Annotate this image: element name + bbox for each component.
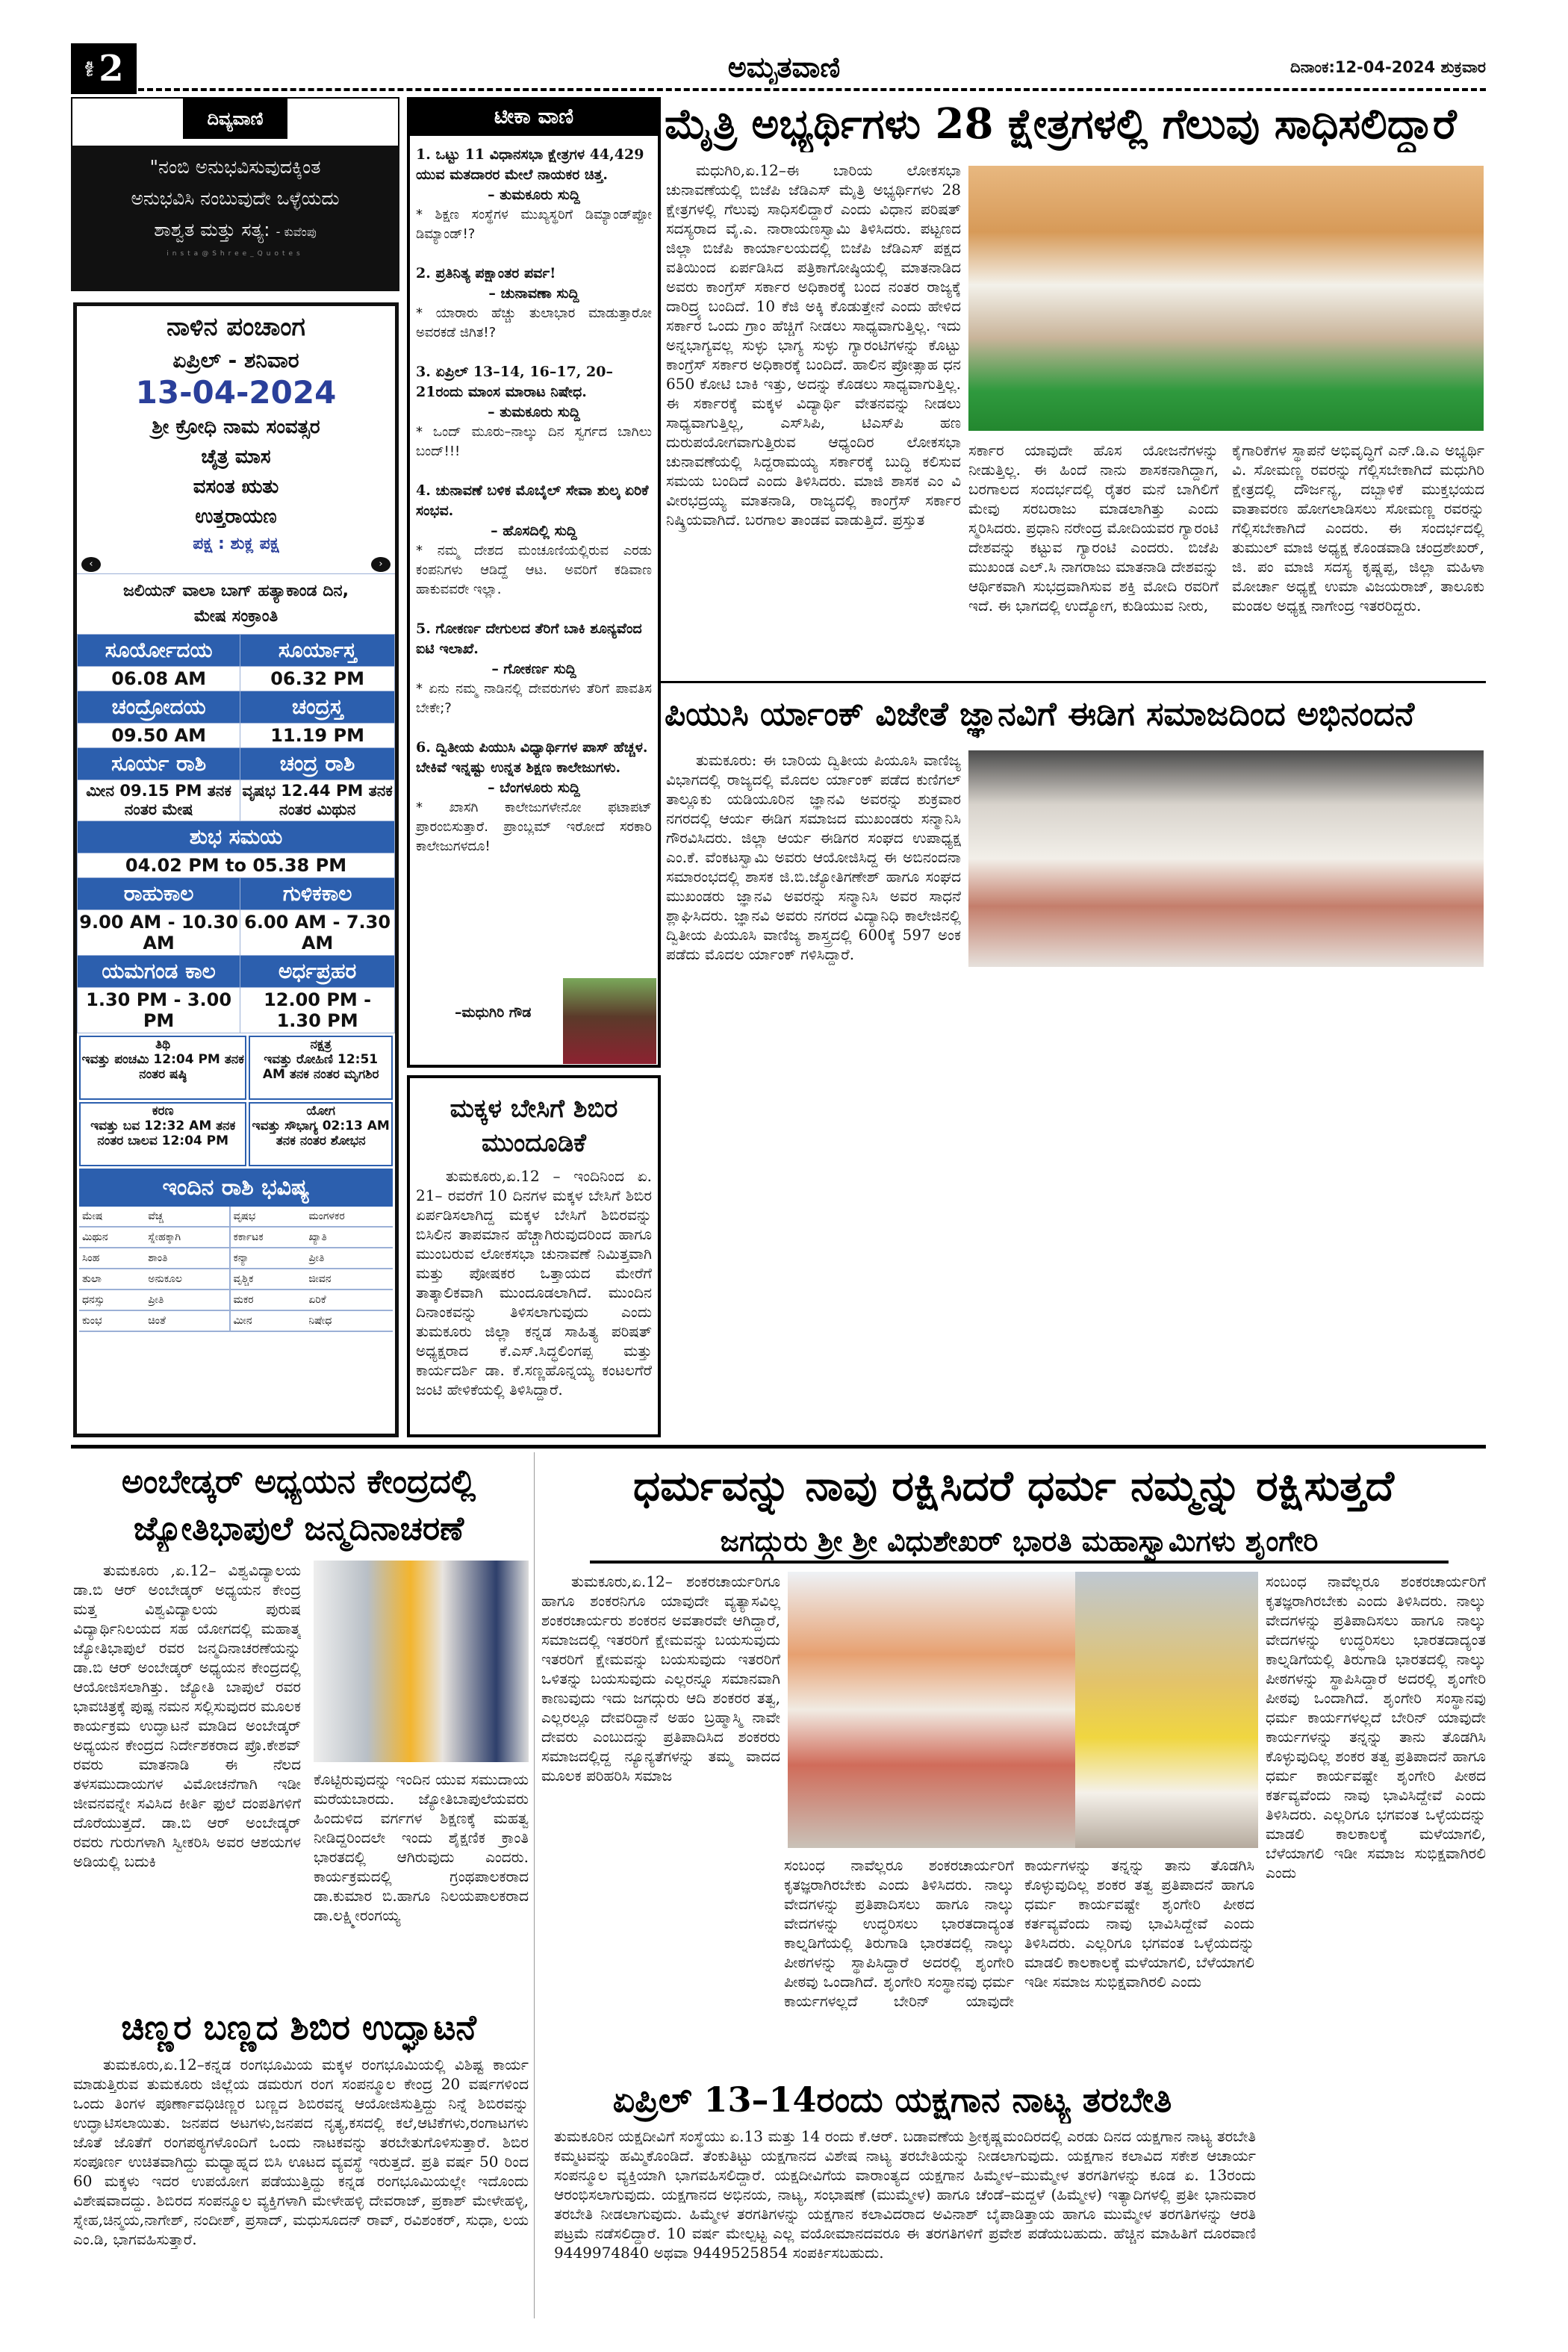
divyavani-box xyxy=(71,97,399,148)
ayana: ಉತ್ತರಾಯಣ xyxy=(195,505,277,528)
tika-source: – ತುಮಕೂರು ಸುದ್ದಿ xyxy=(488,404,580,420)
rashi-prediction: ವೆಚ್ಚ xyxy=(145,1207,229,1227)
quote-author: - ಕುವೆಂಪು xyxy=(276,225,317,239)
puc-photo xyxy=(968,750,1484,967)
tika-comment: * ಖಾಸಗಿ ಕಾಲೇಜುಗಳೇನೋ ಫಟಾಪಟ್ ಪ್ರಾರಂಬಿಸುತ್ತಾರೆ. ಪ್ರಾಂಬ್ಲಮ್ ಇರೋದೆ ಸರಕಾರಿ ಕಾಲೇಜುಗಳದೂ! xyxy=(416,800,652,854)
rashi-table xyxy=(79,1207,393,1332)
tika-comment: * ಶಿಕ್ಷಣ ಸಂಸ್ಥೆಗಳ ಮುಖ್ಯಸ್ಥರಿಗೆ ಡಿಮ್ಯಾಂಡ್‌ಪ್ಪೋ ಡಿಮ್ಯಾಂಡ್!? xyxy=(416,207,652,242)
surya-rashi-label: ಸೂರ್ಯ ರಾಶಿ xyxy=(78,748,240,780)
tika-comment: * ನಮ್ಮ ದೇಶದ ಮಂಚೂಣಿಯಲ್ಲಿರುವ ಎರಡು ಕಂಪನಿಗಳು ಆಡಿದ್ದೆ ಆಟ. ಅವರಿಗೆ ಕಡಿವಾಣ ಹಾಕುವವರೇ ಇಲ್ಲಾ. xyxy=(416,543,652,597)
gulika-label: ಗುಳಿಕಕಾಲ xyxy=(240,878,395,910)
shibira-box xyxy=(407,1075,661,1437)
issue-date: ದಿನಾಂಕ:12-04-2024 ಶುಕ್ರವಾರ xyxy=(1290,58,1486,76)
paksha: ಪಕ್ಷ : ಶುಕ್ಲ ಪಕ್ಷ xyxy=(193,535,279,553)
tika-headline: 4. ಚುನಾವಣೆ ಬಳಿಕ ಮೊಬೈಲ್ ಸೇವಾ ಶುಲ್ಕ ಏರಿಕೆ ಸಂಭವ. xyxy=(416,482,649,519)
rashi-sign: ಮಿಥುನ xyxy=(79,1227,145,1248)
yama-time: 1.30 PM - 3.00 PM xyxy=(78,988,240,1033)
chandra-rashi-label: ಚಂದ್ರ ರಾಶಿ xyxy=(240,748,395,780)
rashi-sign: ಮೀನ xyxy=(230,1310,306,1331)
moonrise-time: 09.50 AM xyxy=(78,724,240,748)
rashi-row xyxy=(79,1207,393,1227)
samvatsara: ಶ್ರೀ ಕ್ರೋಧಿ ನಾಮ ಸಂವತ್ಸರ xyxy=(152,416,320,438)
rashi-sign: ಧನಸ್ಸು xyxy=(79,1289,145,1310)
tithi-label: ತಿಥಿ xyxy=(155,1037,171,1052)
author-photo xyxy=(563,978,656,1064)
gulika-time: 6.00 AM - 7.30 AM xyxy=(240,910,395,956)
rashi-row xyxy=(79,1310,393,1331)
rashi-prediction: ಸ್ನೇಹಕ್ಕಾಗಿ xyxy=(145,1227,229,1248)
dharma-body-continued: ಸಂಬಂಧ ನಾವೆಲ್ಲರೂ ಶಂಕರಚಾರ್ಯರಿಗೆ ಕೃತಜ್ಞರಾಗಿರಬೇಕು ಎಂದು ತಿಳಿಸಿದರು. ನಾಲ್ಕು ವೇದಗಳನ್ನು ಪ್ರತಿಪಾದಿಸಲು ಹಾಗೂ ನಾಲ್ಕು ವೇದಗಳನ್ನು ಉದ್ಧರಿಸಲು ಭಾರತದಾದ್ಯಂತ ಕಾಲ್ನಡಿಗೆಯಲ್ಲಿ ತಿರುಗಾಡಿ ಭಾರತದಲ್ಲಿ ನಾಲ್ಕು ಪೀಠಗಳನ್ನು ಸ್ಥಾಪಿಸಿದ್ದಾರೆ ಅದರಲ್ಲಿ ಶೃಂಗೇರಿ ಪೀಠವು ಒಂದಾಗಿದೆ. ಶೃಂಗೇರಿ ಸಂಸ್ಥಾನವು ಧರ್ಮ ಕಾರ್ಯಗಳಲ್ಲದೆ ಬೇರಿನ್ ಯಾವುದೇ ಕಾರ್ಯಗಳನ್ನು ತನ್ನನ್ನು ತಾನು ತೊಡಗಿಸಿ ಕೊಳ್ಳುವುದಿಲ್ಲ ಶಂಕರ ತತ್ವ ಪ್ರತಿಪಾದನೆ ಹಾಗೂ ಧರ್ಮ ಕಾರ್ಯವಷ್ಟೇ ಶೃಂಗೇರಿ ಪೀಠದ ಕರ್ತವ್ಯವೆಂದು ನಾವು ಭಾವಿಸಿದ್ದೇವೆ ಎಂದು ತಿಳಿಸಿದರು. ಎಲ್ಲರಿಗೂ ಭಗವಂತ ಒಳ್ಳೆಯದನ್ನು ಮಾಡಲಿ ಕಾಲಕಾಲಕ್ಕೆ ಮಳೆಯಾಗಲಿ, ಬೆಳೆಯಾಗಲಿ ಇಡೀ ಸಮಾಜ ಸುಭಿಕ್ಷವಾಗಿರಲಿ ಎಂದು xyxy=(784,1856,1254,2010)
rashi-prediction: ಏರಿಕೆ xyxy=(305,1289,393,1310)
sunrise-label: ಸೂರ್ಯೋದಯ xyxy=(78,635,240,667)
rashi-row xyxy=(79,1227,393,1248)
tithi: ಇವತ್ತು ಪಂಚಮಿ 12:04 PM ತನಕ ನಂತರ ಷಷ್ಠಿ xyxy=(81,1052,244,1082)
tika-headline: 3. ಏಪ್ರಿಲ್ 13–14, 16–17, 20–21ರಂದು ಮಾಂಸ ಮಾರಾಟ ನಿಷೇಧ. xyxy=(416,364,613,400)
chinnara-headline: ಚಿಣ್ಣರ ಬಣ್ಣದ ಶಿಬಿರ ಉದ್ಘಾಟನೆ xyxy=(121,2007,476,2047)
yakshagana-body: ತುಮಕೂರಿನ ಯಕ್ಷದೀವಿಗೆ ಸಂಸ್ಥೆಯು ಏ.13 ಮತ್ತು 14 ರಂದು ಕೆ.ಆರ್. ಬಡಾವಣೆಯ ಶ್ರೀಕೃಷ್ಣಮಂದಿರದಲ್ಲಿ ಎರಡು ದಿನದ ಯಕ್ಷಗಾನ ನಾಟ್ಯ ತರಬೇತಿ ಕಮ್ಮಟವನ್ನು ಹಮ್ಮಿಕೊಂಡಿದೆ. ತೆಂಕುತಿಟ್ಟು ಯಕ್ಷಗಾನದ ವಿಶೇಷ ನಾಟ್ಯ ತರಬೇತಿಯನ್ನು ನೀಡಲಾಗುವುದು. ಯಕ್ಷಗಾನ ಕಲಾವಿದ ಸಕೇಶ ಆಚಾರ್ಯ ಸಂಪನ್ಮೂಲ ವ್ಯಕ್ತಿಯಾಗಿ ಭಾಗವಹಿಸಲಿದ್ದಾರೆ. ಯಕ್ಷದೀವಿಗೆಯ ವಾರಾಂತ್ಯದ ಯಕ್ಷಗಾನ ಹಿಮ್ಮೇಳ–ಮುಮ್ಮೇಳ ತರಗತಿಗಳನ್ನು ಕೂಡ ಏ. 13ರಂದು ಆರಂಭಿಸಲಾಗುವುದು. ಯಕ್ಷಗಾನದ ಅಭಿನಯ, ನಾಟ್ಯ, ಸಂಭಾಷಣೆ (ಮುಮ್ಮೇಳ) ಹಾಗೂ ಚೆಂಡೆ–ಮದ್ದಳೆ (ಹಿಮ್ಮೇಳ) ಇತ್ಯಾದಿಗಳಲ್ಲಿ ಪ್ರತೀ ಭಾನುವಾರ ತರಬೇತಿ ನೀಡಲಾಗುವುದು. ಹಿಮ್ಮೇಳ ತರಗತಿಗಳನ್ನು ಯಕ್ಷಗಾನ ಕಲಾವಿದರಾದ ಅವಿನಾಶ್ ಬೈಪಾಡಿತ್ತಾಯ ಹಾಗೂ ಮುಮ್ಮೇಳ ತರಗತಿಗಳನ್ನು ಆರತಿ ಪಟ್ರಮೆ ನಡೆಸಲಿದ್ದಾರೆ. 10 ವರ್ಷ ಮೇಲ್ಪಟ್ಟ ಎಲ್ಲ ವಯೋಮಾನದವರೂ ಈ ತರಗತಿಗಳಿಗೆ ಪ್ರವೇಶ ಪಡೆಯಬಹುದು. ಹೆಚ್ಚಿನ ಮಾಹಿತಿಗೆ ದೂರವಾಣಿ 9449974840 ಅಥವಾ 9449525854 ಸಂಪರ್ಕಿಸಬಹುದು. xyxy=(554,2127,1256,2262)
rashi-sign: ಕನ್ಯಾ xyxy=(230,1248,306,1269)
panchang-box xyxy=(73,302,399,1437)
tika-vani-title: ಟೀಕಾ ವಾಣಿ xyxy=(407,97,661,136)
rashi-title: ಇಂದಿನ ರಾಶಿ ಭವಿಷ್ಯ xyxy=(79,1169,393,1207)
tika-source: – ಚುನಾವಣಾ ಸುದ್ದಿ xyxy=(488,285,579,302)
tika-headline: 1. ಒಟ್ಟು 11 ವಿಧಾನಸಭಾ ಕ್ಷೇತ್ರಗಳ 44,429 ಯುವ ಮತದಾರರ ಮೇಲೆ ನಾಯಕರ ಚಿತ್ತ. xyxy=(416,146,644,183)
surya-rashi: ಮೀನ 09.15 PM ತನಕ ನಂತರ ಮೇಷ xyxy=(78,780,240,821)
rashi-sign: ಮೇಷ xyxy=(79,1207,145,1227)
tika-item xyxy=(416,264,652,343)
moonrise-label: ಚಂದ್ರೋದಯ xyxy=(78,691,240,724)
dharma-headline: ಧರ್ಮವನ್ನು ನಾವು ರಕ್ಷಿಸಿದರೆ ಧರ್ಮ ನಮ್ಮನ್ನು ರಕ್ಷಿಸುತ್ತದೆ xyxy=(632,1461,1395,1511)
puc-headline: ಪಿಯುಸಿ ರ್ಯಾಂಕ್ ವಿಜೇತೆ ಜ್ಞಾನವಿಗೆ ಈಡಿಗ ಸಮಾಜದಿಂದ ಅಭಿನಂದನೆ xyxy=(665,695,1415,733)
quote-line: "ನಂಬಿ ಅನುಭವಿಸುವುದಕ್ಕಿಂತ xyxy=(149,156,321,178)
nakshatra: ಇವತ್ತು ರೋಹಿಣಿ 12:51 AM ತನಕ ನಂತರ ಮೃಗಶಿರ xyxy=(262,1052,379,1082)
quote-line: ಅನುಭವಿಸಿ ನಂಬುವುದೇ ಒಳ್ಳೆಯದು xyxy=(131,187,340,209)
ambedkar-body-col1: ತುಮಕೂರು ,ಏ.12– ವಿಶ್ವವಿದ್ಯಾಲಯ ಡಾ.ಬಿ ಆರ್ ಅಂಬೇಡ್ಕರ್ ಅಧ್ಯಯನ ಕೇಂದ್ರ ಮತ್ತ ವಿಶ್ವವಿದ್ಯಾಲಯ ಪುರುಷ ವಿದ್ಯಾರ್ಥಿನಿಲಯದ ಸಹ ಯೋಗದಲ್ಲಿ ಮಹಾತ್ಮ ಜ್ಯೋತಿಭಾಪುಲೆ ರವರ ಜನ್ಮದಿನಾಚರಣೆಯನ್ನು ಡಾ.ಬಿ ಆರ್ ಅಂಬೇಡ್ಕರ್ ಅಧ್ಯಯನ ಕೇಂದ್ರದಲ್ಲಿ ಆಯೋಜಿಸಲಾಗಿತ್ತು. ಜ್ಯೋತಿ ಬಾಪುಲೆ ರವರ ಭಾವಚಿತ್ರಕ್ಕೆ ಪುಷ್ಪ ನಮನ ಸಲ್ಲಿಸುವುದರ ಮೂಲಕ ಕಾರ್ಯಕ್ರಮ ಉದ್ಘಾಟನೆ ಮಾಡಿದ ಅಂಬೇಡ್ಕರ್ ಅಧ್ಯಯನ ಕೇಂದ್ರದ ನಿರ್ದೇಶಕರಾದ ಪ್ರೊ.ಕೇಶವ್ ರವರು ಮಾತನಾಡಿ ಈ ನೆಲದ ತಳಸಮುದಾಯಗಳ ವಿಮೋಚನೆಗಾಗಿ ಇಡೀ ಜೀವನವನ್ನೇ ಸವಿಸಿದ ಕೀರ್ತಿ ಫುಲೆ ದಂಪತಿಗಳಿಗೆ ದೊರೆಯುತ್ತದೆ. ಡಾ.ಬಿ ಆರ್ ಅಂಬೇಡ್ಕರ್ ರವರು ಗುರುಗಳಾಗಿ ಸ್ವೀಕರಿಸಿ ಅವರ ಆಶಯಗಳ ಅಡಿಯಲ್ಲಿ ಬದುಕಿ xyxy=(73,1561,301,1870)
dharma-body-col1: ತುಮಕೂರು,ಏ.12– ಶಂಕರಚಾರ್ಯರಿಗೂ ಹಾಗೂ ಶಂಕರನಿಗೂ ಯಾವುದೇ ವ್ಯತ್ಯಾಸವಿಲ್ಲ ಶಂಕರಚಾರ್ಯರು ಶಂಕರನ ಅವತಾರವೇ ಆಗಿದ್ದಾರೆ, ಸಮಾಜದಲ್ಲಿ ಇತರರಿಗೆ ಕ್ಷೇಮವನ್ನು ಬಯಸುವುದು ಇತರರಿಗೆ ಕ್ಷೇಮವನ್ನು ಬಯಸುವುದು ಇತರರಿಗೆ ಒಳಿತನ್ನು ಬಯಸುವುದು ಎಲ್ಲರನ್ನೂ ಸಮಾನವಾಗಿ ಕಾಣುವುದು ಇದು ಜಗದ್ಗುರು ಆದಿ ಶಂಕರರ ತತ್ವ, ಎಲ್ಲರಲ್ಲೂ ದೇವರಿದ್ದಾನೆ ಅಹಂ ಬ್ರಹ್ಮಾಸ್ಮಿ ನಾವೇ ದೇವರು ಎಂಬುದನ್ನು ಪ್ರತಿಪಾದಿಸಿದ ಶಂಕರರು ಸಮಾಜದಲ್ಲಿದ್ದ ನ್ಯೂನ್ಯತೆಗಳನ್ನು ತಮ್ಮ ವಾದದ ಮೂಲಕ ಪರಿಹರಿಸಿ ಸಮಾಜ xyxy=(541,1572,780,1785)
masthead: ಅಮೃತವಾಣಿ xyxy=(727,51,841,84)
nakshatra-label: ನಕ್ಷತ್ರ xyxy=(310,1037,332,1052)
rashi-sign: ಮಕರ xyxy=(230,1289,306,1310)
rashi-sign: ಸಿಂಹ xyxy=(79,1248,145,1269)
chinnara-body: ತುಮಕೂರು,ಏ.12–ಕನ್ನಡ ರಂಗಭೂಮಿಯ ಮಕ್ಕಳ ರಂಗಭೂಮಿಯಲ್ಲಿ ವಿಶಿಷ್ಟ ಕಾರ್ಯ ಮಾಡುತ್ತಿರುವ ತುಮಕೂರು ಜಿಲ್ಲೆಯ ಡಮರುಗ ರಂಗ ಸಂಪನ್ಮೂಲ ಕೇಂದ್ರ 20 ವರ್ಷಗಳಿಂದ ಒಂದು ತಿಂಗಳ ಪೂರ್ಣಾವಧಿಚಿಣ್ಣರ ಬಣ್ಣದ ಶಿಬಿರವನ್ನ ಆಯೋಜಿಸುತ್ತಿದ್ದು ನಿನ್ನೆ ಶಿಬಿರವನ್ನು ಉದ್ಘಾಟಿಸಲಾಯಿತು. ಜನಪದ ಅಟಗಳು,ಜನಪದ ನೃತ್ಯ,ಕಸದಲ್ಲಿ ಕಲೆ,ಆಟಿಕೆಗಳು,ರಂಗಾಟಗಳು ಜೊತೆ ಜೊತೆಗೆ ರಂಗಪಠ್ಯಗಳೊಂದಿಗೆ ಒಂದು ನಾಟಕವನ್ನು ತರಬೇತುಗೊಳಿಸುತ್ತಾರೆ. ಶಿಬಿರ ಸಂಪೂರ್ಣ ಉಚಿತವಾಗಿದ್ದು ಮಧ್ಯಾಹ್ನದ ಬಿಸಿ ಊಟದ ವ್ಯವಸ್ಥೆ ಇರುತ್ತದೆ. ಪ್ರತಿ ವರ್ಷ 50 ರಿಂದ 60 ಮಕ್ಕಳು ಇದರ ಉಪಯೋಗ ಪಡೆಯುತ್ತಿದ್ದು ಕನ್ನಡ ರಂಗಭೂಮಿಯಲ್ಲೇ ಇದೊಂದು ವಿಶೇಷವಾದದ್ದು. ಶಿಬಿರದ ಸಂಪನ್ಮೂಲ ವ್ಯಕ್ತಿಗಳಾಗಿ ಮೇಳೇಹಳ್ಳಿ ದೇವರಾಜ್, ಪ್ರಕಾಶ್ ಮೇಳೇಹಳ್ಳಿ, ಸ್ನೇಹ,ಚಿನ್ಮಯ,ನಾಗೇಶ್, ನಂದೀಶ್, ಪ್ರಸಾದ್, ಮಧುಸೂದನ್ ರಾವ್, ರವಿಶಂಕರ್, ಸುಧಾ, ಲಯ ಎಂ.ಡಿ, ಭಾಗವಹಿಸುತ್ತಾರೆ. xyxy=(73,2056,529,2248)
page-label: ಪುಟ xyxy=(84,60,96,77)
ambedkar-body-col2: ಕೊಟ್ಟಿರುವುದನ್ನು ಇಂದಿನ ಯುವ ಸಮುದಾಯ ಮರೆಯಬಾರದು. ಜ್ಯೋತಿಬಾಪುಲೆಯವರು ಹಿಂದುಳಿದ ವರ್ಗಗಳ ಶಿಕ್ಷಣಕ್ಕೆ ಮಹತ್ವ ನೀಡಿದ್ದರಿಂದಲೇ ಇಂದು ಶೈಕ್ಷಣಿಕ ಕ್ರಾಂತಿ ಭಾರತದಲ್ಲಿ ಆಗಿರುವುದು ಎಂದರು. ಕಾರ್ಯಕ್ರಮದಲ್ಲಿ ಗ್ರಂಥಪಾಲಕರಾದ ಡಾ.ಕುಮಾರ ಬಿ.ಹಾಗೂ ನಿಲಯಪಾಲಕರಾದ ಡಾ.ಲಕ್ಷ್ಮೀರಂಗಯ್ಯ xyxy=(314,1770,529,1924)
prev-arrow-icon[interactable]: ‹ xyxy=(81,557,101,572)
rashi-sign: ವೃಶ್ಚಿಕ xyxy=(230,1269,306,1289)
moonset-label: ಚಂದ್ರಸ್ತ xyxy=(240,691,395,724)
tika-headline: 6. ದ್ವಿತೀಯ ಪಿಯುಸಿ ವಿಧ್ಯಾರ್ಥಿಗಳ ಪಾಸ್ ಹೆಚ್ಚಳ. ಬೇಕಿವೆ ಇನ್ನಷ್ಟು ಉನ್ನತ ಶಿಕ್ಷಣ ಕಾಲೇಜುಗಳು. xyxy=(416,739,648,776)
lead-body-col3: ಕೈಗಾರಿಕೆಗಳ ಸ್ಥಾಪನೆ ಅಭಿವೃದ್ಧಿಗೆ ಎನ್.ಡಿ.ಎ ಅಭ್ಯರ್ಥಿ ವಿ. ಸೋಮಣ್ಣ ರವರನ್ನು ಗೆಲ್ಲಿಸಬೇಕಾಗಿದೆ ಮಧುಗಿರಿ ಕ್ಷೇತ್ರದಲ್ಲಿ ದೌರ್ಜನ್ಯ, ದಬ್ಬಾಳಿಕೆ ಮುಕ್ತಭಯದ ವಾತಾವರಣ ಹೋಗಲಾಡಿಸಲು ಸೋಮಣ್ಣ ರವರನ್ನು ಗೆಲ್ಲಿಸಬೇಕಾಗಿದೆ ಎಂದರು. ಈ ಸಂದರ್ಭದಲ್ಲಿ ತುಮುಲ್ ಮಾಜಿ ಅಧ್ಯಕ್ಷ ಕೊಂಡವಾಡಿ ಚಂದ್ರಶೇಖರ್, ಜಿ. ಪಂ ಮಾಜಿ ಸದಸ್ಯ ಕೃಷ್ಣಪ್ಪ, ಜಿಲ್ಲಾ ಮಹಿಳಾ ಮೋರ್ಚಾ ಅಧ್ಯಕ್ಷೆ ಉಮಾ ವಿಜಯರಾಜ್, ತಾಲೂಕು ಮಂಡಲ ಅಧ್ಯಕ್ಷ ನಾಗೇಂದ್ರ ಇತರರಿದ್ದರು. xyxy=(1232,441,1484,615)
next-arrow-icon[interactable]: › xyxy=(371,557,391,572)
quote-card xyxy=(71,146,399,291)
ambedkar-headline-2: ಜ್ಯೋತಿಭಾಪುಲೆ ಜನ್ಮದಿನಾಚರಣೆ xyxy=(133,1510,464,1548)
tika-source: – ಬೆಂಗಳೂರು ಸುದ್ದಿ xyxy=(488,780,580,796)
tika-vani-box xyxy=(407,97,661,1068)
dharma-body-col2 xyxy=(784,1855,1254,2072)
yakshagana-headline: ಏಪ್ರಿಲ್ 13–14ರಂದು ಯಕ್ಷಗಾನ ನಾಟ್ಯ ತರಬೇತಿ xyxy=(612,2079,1172,2120)
rashi-sign: ಕರ್ಕಾಟಕ xyxy=(230,1227,306,1248)
tika-item xyxy=(416,738,652,856)
tika-source: – ತುಮಕೂರು ಸುದ್ದಿ xyxy=(488,187,580,203)
shibira-headline: ಮಕ್ಕಳ ಬೇಸಿಗೆ ಶಿಬಿರ ಮುಂದೂಡಿಕೆ xyxy=(449,1094,618,1158)
rashi-prediction: ಪ್ರೀತಿ xyxy=(145,1289,229,1310)
quote-line: ಶಾಶ್ವತ ಮತ್ತು ಸತ್ಯ: xyxy=(154,219,270,240)
rashi-prediction: ಜೀವನ xyxy=(305,1269,393,1289)
karana: ಇವತ್ತು ಬವ 12:32 AM ತನಕ ನಂತರ ಬಾಲವ 12:04 PM xyxy=(90,1119,236,1148)
lead-headline: ಮೈತ್ರಿ ಅಭ್ಯರ್ಥಿಗಳು 28 ಕ್ಷೇತ್ರಗಳಲ್ಲಿ ಗೆಲುವು ಸಾಧಿಸಲಿದ್ದಾರೆ xyxy=(665,99,1457,149)
page-number-box xyxy=(71,43,137,94)
ambedkar-headline-1: ಅಂಬೇಡ್ಕರ್ ಅಧ್ಯಯನ ಕೇಂದ್ರದಲ್ಲಿ xyxy=(121,1463,476,1501)
karana-label: ಕರಣ xyxy=(152,1104,174,1119)
rashi-prediction: ಮಂಗಳಕರ xyxy=(305,1207,393,1227)
panchang-title: ನಾಳಿನ ಪಂಚಾಂಗ xyxy=(167,312,305,342)
sringeri-photo-1 xyxy=(788,1572,1075,1848)
ambedkar-photo xyxy=(314,1561,529,1762)
shubha-time: 04.02 PM to 05.38 PM xyxy=(78,853,395,878)
tika-comment: * ಯಾರಾರು ಹೆಚ್ಚು ತುಲಾಭಾರ ಮಾಡುತ್ತಾರೋ ಅವರಕಡೆ ಜಿಗಿತ!? xyxy=(416,305,652,340)
panchang-date: 13-04-2024 xyxy=(135,374,337,411)
shibira-body: ತುಮಕೂರು,ಏ.12 – ಇಂದಿನಿಂದ ಏ. 21– ರವರೆಗೆ 10 ದಿನಗಳ ಮಕ್ಕಳ ಬೇಸಿಗೆ ಶಿಬಿರ ಏರ್ಪಡಿಸಲಾಗಿದ್ದ ಮಕ್ಕಳ ಬೇಸಿಗೆ ಶಿಬಿರವನ್ನು ಬಿಸಿಲಿನ ತಾಪಮಾನ ಹೆಚ್ಚಾಗಿರುವುದರಿಂದ ಹಾಗೂ ಮುಂಬರುವ ಲೋಕಸಭಾ ಚುನಾವಣೆ ನಿಮಿತ್ತವಾಗಿ ಮತ್ತು ಪೋಷಕರ ಒತ್ತಾಯದ ಮೇರೆಗೆ ತಾತ್ಕಾಲಿಕವಾಗಿ ಮುಂದೂಡಲಾಗಿದೆ. ಮುಂದಿನ ದಿನಾಂಕವನ್ನು ತಿಳಿಸಲಾಗುವುದು ಎಂದು ತುಮಕೂರು ಜಿಲ್ಲಾ ಕನ್ನಡ ಸಾಹಿತ್ಯ ಪರಿಷತ್ ಅಧ್ಯಕ್ಷರಾದ ಕೆ.ಎಸ್.ಸಿದ್ಧಲಿಂಗಪ್ಪ ಮತ್ತು ಕಾರ್ಯದರ್ಶಿ ಡಾ. ಕೆ.ಸಣ್ಣಹೊನ್ನಯ್ಯ ಕಂಟಲಗೆರೆ ಜಂಟಿ ಹೇಳಿಕೆಯಲ್ಲಿ ತಿಳಿಸಿದ್ದಾರೆ. xyxy=(416,1167,652,1399)
yoga: ಇವತ್ತು ಸೌಭಾಗ್ಯ 02:13 AM ತನಕ ನಂತರ ಶೋಭನ xyxy=(252,1119,390,1148)
rashi-prediction: ನಿಷೇಧ xyxy=(305,1310,393,1331)
rashi-prediction: ಶಾಂತಿ xyxy=(145,1248,229,1269)
sringeri-photo-2 xyxy=(1075,1572,1258,1848)
rashi-sign: ತುಲಾ xyxy=(79,1269,145,1289)
dharma-subheadline: ಜಗದ್ಗುರು ಶ್ರೀ ಶ್ರೀ ವಿಧುಶೇಖರ್ ಭಾರತಿ ಮಹಾಸ್ವಾಮಿಗಳು ಶೃಂಗೇರಿ xyxy=(590,1522,1449,1564)
panchang-timings xyxy=(77,634,395,1033)
quote-credit: insta@Shree_Quotes xyxy=(167,250,304,258)
special-day: ಜಲಿಯನ್ ವಾಲಾ ಬಾಗ್ ಹತ್ಯಾಕಾಂಡ ದಿನ, ಮೇಷ ಸಂಕ್ರಾಂತಿ xyxy=(77,573,395,634)
rutu: ವಸಂತ ಋತು xyxy=(193,476,279,498)
tika-author: –ಮಧುಗಿರಿ ಗೌಡ xyxy=(455,1004,532,1021)
rashi-prediction: ಖ್ಯಾತಿ xyxy=(305,1227,393,1248)
sunrise-time: 06.08 AM xyxy=(78,667,240,691)
vertical-divider xyxy=(534,1452,535,2318)
lead-body-col1: ಮಧುಗಿರಿ,ಏ.12–ಈ ಬಾರಿಯ ಲೋಕಸಭಾ ಚುನಾವಣೆಯಲ್ಲಿ ಬಿಜೆಪಿ ಜೆಡಿಎಸ್ ಮೈತ್ರಿ ಅಭ್ಯರ್ಥಿಗಳು 28 ಕ್ಷೇತ್ರಗಳಲ್ಲಿ ಗೆಲುವು ಸಾಧಿಸಲಿದ್ದಾರೆ ಎಂದು ವಿಧಾನ ಪರಿಷತ್ ಸದಸ್ಯರಾದ ವೈ.ಎ. ನಾರಾಯಣಸ್ವಾಮಿ ತಿಳಿಸಿದರು. ಪಟ್ಟಣದ ಜಿಲ್ಲಾ ಬಿಜೆಪಿ ಕಾರ್ಯಾಲಯದಲ್ಲಿ ಬಿಜೆಪಿ ಜೆಡಿಎಸ್ ಪಕ್ಷದ ವತಿಯಿಂದ ಏರ್ಪಡಿಸಿದ ಪತ್ರಿಕಾಗೋಷ್ಠಿಯಲ್ಲಿ ಮಾತನಾಡಿದ ಅವರು ಕಾಂಗ್ರೆಸ್ ಸರ್ಕಾರ ಅಧಿಕಾರಕ್ಕೆ ಬಂದ ನಂತರ ರಾಜ್ಯಕ್ಕೆ ದಾರಿದ್ರ್ಯ ಬಂದಿದೆ. 10 ಕೆಜಿ ಅಕ್ಕಿ ಕೊಡುತ್ತೇನೆ ಎಂದು ಹೇಳಿದ ಸರ್ಕಾರ ಒಂದು ಗ್ರಾಂ ಹೆಚ್ಚಿಗೆ ನೀಡಲು ಸಾಧ್ಯವಾಗುತ್ತಿಲ್ಲ. ಇದು ಅನ್ನಭಾಗ್ಯವಲ್ಲ ಸುಳ್ಳು ಭಾಗ್ಯ ಸುಳ್ಳು ಗ್ಯಾರಂಟಿಗಳನ್ನು ಕೊಟ್ಟು ಕಾಂಗ್ರೆಸ್ ಸರ್ಕಾರ ಅಧಿಕಾರಕ್ಕೆ ಬಂದಿದೆ. ಹಾಲಿನ ಪ್ರೋತ್ಸಾಹ ಧನ 650 ಕೋಟಿ ಬಾಕಿ ಇತ್ತು, ಅದನ್ನು ಕೊಡಲು ಸಾಧ್ಯವಾಗುತ್ತಿಲ್ಲ. ಈ ಸರ್ಕಾರಕ್ಕೆ ಮಕ್ಕಳ ವಿದ್ಯಾರ್ಥಿ ವೇತನವನ್ನು ನೀಡಲು ಸಾಧ್ಯವಾಗುತ್ತಿಲ್ಲ, ಎಸ್‌ಸಿಪಿ, ಟಿಎಸ್‌ಪಿ ಹಣ ದುರುಪಯೋಗವಾಗುತ್ತಿರುವ ಆಧ್ಯಂದಿರ ಲೋಕಸಭಾ ಚುನಾವಣೆಯಲ್ಲಿ ಸಿದ್ದರಾಮಯ್ಯ ಸರ್ಕಾರಕ್ಕೆ ಬುದ್ಧಿ ಕಲಿಸುವ ಸಮಯ ಬಂದಿದೆ ಎಂದು ತಿಳಿಸಿದರು. ಮಾಜಿ ಶಾಸಕ ಎಂ ವಿ ವೀರಭದ್ರಯ್ಯ ಮಾತನಾಡಿ, ರಾಜ್ಯದಲ್ಲಿ ಕಾಂಗ್ರೆಸ್ ಸರ್ಕಾರ ನಿಷ್ಕ್ರಿಯವಾಗಿದೆ. ಬರಗಾಲ ತಾಂಡವ ವಾಡುತ್ತಿದೆ. ಪ್ರಸ್ತುತ xyxy=(666,161,961,529)
header-divider xyxy=(138,88,1486,91)
sunset-label: ಸೂರ್ಯಾಸ್ತ xyxy=(240,635,395,667)
rashi-prediction: ಚಿಂತೆ xyxy=(145,1310,229,1331)
chandra-rashi: ವೃಷಭ 12.44 PM ತನಕ ನಂತರ ಮಿಥುನ xyxy=(240,780,395,821)
masa: ಚೈತ್ರ ಮಾಸ xyxy=(201,446,271,468)
ardha-label: ಅರ್ಧಪ್ರಹರ xyxy=(240,956,395,988)
sunset-time: 06.32 PM xyxy=(240,667,395,691)
rashi-sign: ಕುಂಭ xyxy=(79,1310,145,1331)
rashi-prediction: ಅನುಕೂಲ xyxy=(145,1269,229,1289)
tika-source: – ಗೋಕರ್ಣ ಸುದ್ದಿ xyxy=(491,661,576,677)
bottom-divider xyxy=(71,1445,1486,1449)
rashi-row xyxy=(79,1269,393,1289)
rashi-row xyxy=(79,1248,393,1269)
page-number: 2 xyxy=(99,48,124,90)
tika-source: – ಹೊಸದಿಲ್ಲಿ ಸುದ್ದಿ xyxy=(491,523,577,539)
divyavani-title: ದಿವ್ಯವಾಣಿ xyxy=(183,99,287,139)
dharma-body-right: ಸಂಬಂಧ ನಾವೆಲ್ಲರೂ ಶಂಕರಚಾರ್ಯರಿಗೆ ಕೃತಜ್ಞರಾಗಿರಬೇಕು ಎಂದು ತಿಳಿಸಿದರು. ನಾಲ್ಕು ವೇದಗಳನ್ನು ಪ್ರತಿಪಾದಿಸಲು ಹಾಗೂ ನಾಲ್ಕು ವೇದಗಳನ್ನು ಉದ್ಧರಿಸಲು ಭಾರತದಾದ್ಯಂತ ಕಾಲ್ನಡಿಗೆಯಲ್ಲಿ ತಿರುಗಾಡಿ ಭಾರತದಲ್ಲಿ ನಾಲ್ಕು ಪೀಠಗಳನ್ನು ಸ್ಥಾಪಿಸಿದ್ದಾರೆ ಅದರಲ್ಲಿ ಶೃಂಗೇರಿ ಪೀಠವು ಒಂದಾಗಿದೆ. ಶೃಂಗೇರಿ ಸಂಸ್ಥಾನವು ಧರ್ಮ ಕಾರ್ಯಗಳಲ್ಲದೆ ಬೇರಿನ್ ಯಾವುದೇ ಕಾರ್ಯಗಳನ್ನು ತನ್ನನ್ನು ತಾನು ತೊಡಗಿಸಿ ಕೊಳ್ಳುವುದಿಲ್ಲ ಶಂಕರ ತತ್ವ ಪ್ರತಿಪಾದನೆ ಹಾಗೂ ಧರ್ಮ ಕಾರ್ಯವಷ್ಟೇ ಶೃಂಗೇರಿ ಪೀಠದ ಕರ್ತವ್ಯವೆಂದು ನಾವು ಭಾವಿಸಿದ್ದೇವೆ ಎಂದು ತಿಳಿಸಿದರು. ಎಲ್ಲರಿಗೂ ಭಗವಂತ ಒಳ್ಳೆಯದನ್ನು ಮಾಡಲಿ ಕಾಲಕಾಲಕ್ಕೆ ಮಳೆಯಾಗಲಿ, ಬೆಳೆಯಾಗಲಿ ಇಡೀ ಸಮಾಜ ಸುಭಿಕ್ಷವಾಗಿರಲಿ ಎಂದು xyxy=(1266,1572,1486,1882)
rashi-sign: ವೃಷಭ xyxy=(230,1207,306,1227)
tika-item xyxy=(416,145,652,244)
moonset-time: 11.19 PM xyxy=(240,724,395,748)
tika-headline: 2. ಪ್ರತಿನಿತ್ಯ ಪಕ್ಷಾಂತರ ಪರ್ವ! xyxy=(416,265,556,281)
puc-divider xyxy=(661,681,1486,683)
puc-body: ತುಮಕೂರು: ಈ ಬಾರಿಯ ದ್ವಿತೀಯ ಪಿಯೂಸಿ ವಾಣಿಜ್ಯ ವಿಭಾಗದಲ್ಲಿ ರಾಜ್ಯದಲ್ಲಿ ಮೊದಲ ರ್ಯಾಂಕ್ ಪಡೆದ ಕುಣಿಗಲ್ ತಾಲ್ಲೂಕು ಯಡಿಯೂರಿನ ಜ್ಞಾನವಿ ಅವರನ್ನು ಶುಕ್ರವಾರ ನಗರದಲ್ಲಿ ಆರ್ಯ ಈಡಿಗ ಸಮಾಜದ ಮುಖಂಡರು ಸನ್ಮಾನಿಸಿ ಗೌರವಿಸಿದರು. ಜಿಲ್ಲಾ ಆರ್ಯ ಈಡಿಗರ ಸಂಘದ ಉಪಾಧ್ಯಕ್ಷ ಎಂ.ಕೆ. ವೆಂಕಟಸ್ವಾಮಿ ಅವರು ಆಯೋಜಿಸಿದ್ದ ಈ ಅಬಿನಂದನಾ ಸಮಾರಂಭದಲ್ಲಿ ಶಾಸಕ ಜಿ.ಬಿ.ಜ್ಯೋತಿಗಣೇಶ್ ಹಾಗೂ ಸಂಘದ ಮುಖಂಡರು ಜ್ಞಾನವಿ ಅವರನ್ನು ಸನ್ಮಾನಿಸಿ ಅವರ ಸಾಧನೆ ಶ್ಲಾಘಿಸಿದರು. ಜ್ಞಾನವಿ ಅವರು ನಗರದ ವಿದ್ಯಾನಿಧಿ ಕಾಲೇಜಿನಲ್ಲಿ ದ್ವಿತೀಯ ಪಿಯೂಸಿ ವಾಣಿಜ್ಯ ಶಾಸ್ತ್ರದಲ್ಲಿ 600ಕ್ಕೆ 597 ಅಂಕ ಪಡೆದು ಮೊದಲ ರ್ಯಾಂಕ್ ಗಳಿಸಿದ್ದಾರೆ. xyxy=(666,751,961,963)
tika-item xyxy=(416,362,652,461)
yoga-label: ಯೋಗ xyxy=(306,1104,335,1119)
tika-comment: * ಏನು ನಮ್ಮ ನಾಡಿನಲ್ಲಿ ದೇವರುಗಳು ತೆರಿಗೆ ಪಾವತಿಸ ಬೇಕೇ;? xyxy=(416,681,652,716)
shubha-label: ಶುಭ ಸಮಯ xyxy=(78,821,395,853)
tika-comment: * ಒಂದ್ ಮೂರು–ನಾಲ್ಕು ದಿನ ಸ್ವರ್ಗದ ಬಾಗಿಲು ಬಂದ್!!! xyxy=(416,424,652,459)
rashi-prediction: ಪ್ರೀತಿ xyxy=(305,1248,393,1269)
tika-headline: 5. ಗೋಕರ್ಣ ದೇಗುಲದ ತೆರಿಗೆ ಬಾಕಿ ಶೂನ್ಯವೆಂದ ಐಟಿ ಇಲಾಖೆ. xyxy=(416,620,642,657)
ardha-time: 12.00 PM - 1.30 PM xyxy=(240,988,395,1033)
panchang-weekday: ಏಪ್ರಿಲ್ - ಶನಿವಾರ xyxy=(172,348,299,373)
rashi-row xyxy=(79,1289,393,1310)
lead-body-col2: ಸರ್ಕಾರ ಯಾವುದೇ ಹೊಸ ಯೋಜನೆಗಳನ್ನು ನೀಡುತ್ತಿಲ್ಲ. ಈ ಹಿಂದೆ ನಾನು ಶಾಸಕನಾಗಿದ್ದಾಗ, ಬರಗಾಲದ ಸಂದರ್ಭದಲ್ಲಿ ರೈತರ ಮನೆ ಬಾಗಿಲಿಗೆ ಮೇವು ಸರಬರಾಜು ಮಾಡಲಾಗಿತ್ತು ಎಂದು ಸ್ಮರಿಸಿದರು. ಪ್ರಧಾನಿ ನರೇಂದ್ರ ಮೋದಿಯವರ ಗ್ಯಾರಂಟಿ ದೇಶವನ್ನು ಕಟ್ಟುವ ಗ್ಯಾರಂಟಿ ಎಂದರು. ಬಿಜೆಪಿ ಮುಖಂಡ ಎಲ್.ಸಿ ನಾಗರಾಜು ಮಾತನಾಡಿ ದೇಶವನ್ನು ಆರ್ಥಿಕವಾಗಿ ಸುಭದ್ರವಾಗಿಸುವ ಶಕ್ತಿ ಮೋದಿ ರವರಿಗೆ ಇದೆ. ಈ ಭಾಗದಲ್ಲಿ ಉದ್ಯೋಗ, ಕುಡಿಯುವ ನೀರು, xyxy=(968,441,1219,615)
lead-photo xyxy=(968,166,1484,431)
tika-item xyxy=(416,619,652,718)
rahu-label: ರಾಹುಕಾಲ xyxy=(78,878,240,910)
panchang-details xyxy=(77,1033,395,1169)
rahu-time: 9.00 AM - 10.30 AM xyxy=(78,910,240,956)
yama-label: ಯಮಗಂಡ ಕಾಲ xyxy=(78,956,240,988)
tika-item xyxy=(416,481,652,600)
